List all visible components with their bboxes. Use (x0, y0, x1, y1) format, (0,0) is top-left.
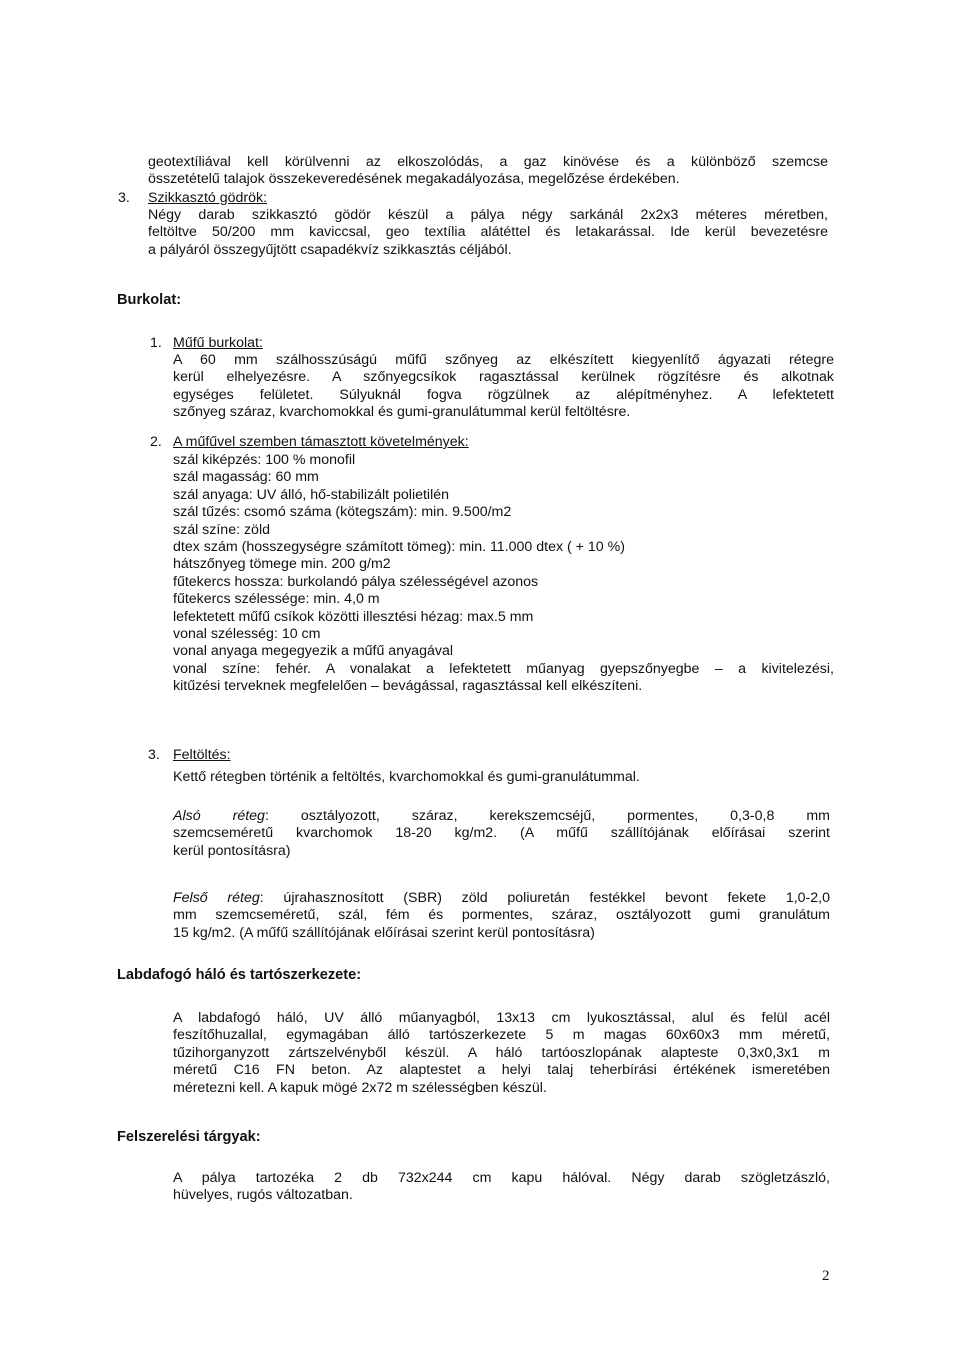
burkolat-item1-title: Műfű burkolat: (173, 335, 263, 351)
felso-reteg-text: : újrahasznosított (SBR) zöld poliuretán festékkel bevont fekete 1,0-2,0 (259, 890, 830, 906)
felszereles-paragraph (173, 1170, 830, 1205)
burkolat-item1-line: kerül elhelyezésre. A szőnyegcsíkok ragasztással kerülnek rögzítésre és alkotnak (173, 369, 834, 386)
spec-item: szál kiképzés: 100 % monofil (173, 452, 356, 468)
burkolat-item1-line: szőnyeg száraz, kvarchomokkal és gumi-granulátummal kerül feltöltésre. (173, 404, 631, 421)
labdafogo-line: A labdafogó háló, UV álló műanyagból, 13x13 cm lyukosztással, alul és felül acél (173, 1010, 830, 1026)
burkolat-item3-number: 3. (148, 747, 160, 763)
burkolat-item1-paragraph (173, 352, 834, 422)
spec-item: hátszőnyeg tömege min. 200 g/m2 (173, 556, 391, 573)
also-reteg-line: kerül pontosításra) (173, 842, 291, 859)
also-reteg-label: Alsó réteg (173, 808, 265, 824)
burkolat-item1-number: 1. (150, 335, 162, 351)
szikkaszto-line: feltöltve 50/200 mm kaviccsal, geo textília alátéttel és letakarással. Ide kerül bevezetésre (148, 224, 828, 241)
felso-reteg-line: 15 kg/m2. (A műfű szállítójának előírásai szerint kerül pontosításra) (173, 924, 595, 941)
spec-item: fűtekercs hossza: burkolandó pálya szélességével azonos (173, 573, 539, 590)
labdafogo-heading: Labdafogó háló és tartószerkezete: (117, 967, 362, 983)
intro-line-1: geotextíliával kell körülvenni az elkoszolódás, a gaz kinövése és a különböző szemcse (148, 154, 828, 170)
feltoltes-intro: Kettő rétegben történik a feltöltés, kvarchomokkal és gumi-granulátummal. (173, 769, 640, 785)
spec-list (173, 452, 834, 695)
felso-reteg-label: Felső réteg (173, 890, 260, 906)
felszereles-line: hüvelyes, rugós változatban. (173, 1187, 353, 1204)
spec-item: szál tűzés: csomó száma (kötegszám): min. 9.500/m2 (173, 504, 512, 521)
felszereles-line: A pálya tartozéka 2 db 732x244 cm kapu hálóval. Négy darab szögletzászló, (173, 1170, 830, 1186)
spec-item: szál magasság: 60 mm (173, 469, 319, 486)
felso-reteg-line: mm szemcseméretű, szál, fém és pormentes, száraz, osztályozott gumi granulátum (173, 907, 830, 924)
spec-item: kitűzési terveknek megfelelően – bevágással, ragasztással kell elkészíteni. (173, 678, 643, 695)
intro-paragraph (148, 154, 828, 189)
szikkaszto-paragraph (148, 207, 828, 259)
burkolat-item3-title: Feltöltés: (173, 747, 231, 763)
burkolat-heading: Burkolat: (117, 292, 182, 308)
spec-item: dtex szám (hosszegységre számított tömeg): min. 11.000 dtex ( + 10 %) (173, 538, 625, 555)
szikkaszto-title: Szikkasztó gödrök: (148, 190, 268, 206)
spec-item: szál anyaga: UV álló, hő-stabilizált polietilén (173, 486, 450, 503)
intro-line-2: összetételű talajok összekeveredésének megakadályozása, megelőzése érdekében. (148, 171, 680, 188)
labdafogo-line: feszítőhuzallal, egymagában álló tartószerkezete 5 m magas 60x60x3 mm méretű, (173, 1027, 830, 1044)
szikkaszto-line: a pályáról összegyűjtött csapadékvíz szikkasztás céljából. (148, 241, 512, 258)
labdafogo-paragraph (173, 1010, 830, 1097)
burkolat-item2-number: 2. (150, 434, 162, 450)
also-reteg-line: szemcseméretű kvarchomok 18-20 kg/m2. (A műfű szállítójának előírásai szerint (173, 825, 830, 842)
also-reteg-line (173, 808, 830, 825)
szikkaszto-number: 3. (118, 190, 130, 206)
also-reteg-text: : osztályozott, száraz, kerekszemcséjű, pormentes, 0,3-0,8 mm (264, 808, 830, 824)
burkolat-item1-line: egységes felületet. Súlyuknál fogva rögzülnek az alépítményhez. A lefektetett (173, 386, 834, 403)
spec-item: lefektetett műfű csíkok közötti illesztési hézag: max.5 mm (173, 608, 534, 625)
burkolat-item1-line: A 60 mm szálhosszúságú műfű szőnyeg az elkészített kiegyenlítő ágyazati rétegre (173, 352, 834, 368)
labdafogo-line: méretű C16 FN beton. Az alaptestet a helyi talaj teherbírási értékének ismeretében (173, 1062, 830, 1079)
felszereles-heading: Felszerelési tárgyak: (117, 1129, 261, 1145)
felso-reteg-line (173, 890, 830, 907)
spec-item: vonal szélesség: 10 cm (173, 625, 321, 642)
felso-reteg-paragraph (173, 890, 830, 942)
spec-item: vonal anyaga megegyezik a műfű anyagával (173, 643, 453, 660)
spec-item: fűtekercs szélessége: min. 4,0 m (173, 591, 380, 608)
labdafogo-line: tűzihorganyzott zártszelvényből készül. A háló tartóoszlopának alapteste 0,3x0,3x1 m (173, 1044, 830, 1061)
burkolat-item2-title: A műfűvel szemben támasztott követelmények: (173, 434, 469, 450)
labdafogo-line: méretezni kell. A kapuk mögé 2x72 m szélességben készül. (173, 1079, 547, 1096)
also-reteg-paragraph (173, 808, 830, 860)
spec-item: vonal színe: fehér. A vonalakat a lefektetett műanyag gyepszőnyegbe – a kivitelezési, (173, 660, 834, 677)
szikkaszto-line: Négy darab szikkasztó gödör készül a pálya négy sarkánál 2x2x3 méteres méretben, (148, 207, 828, 223)
spec-item: szál színe: zöld (173, 521, 270, 538)
page-number: 2 (822, 1268, 830, 1284)
